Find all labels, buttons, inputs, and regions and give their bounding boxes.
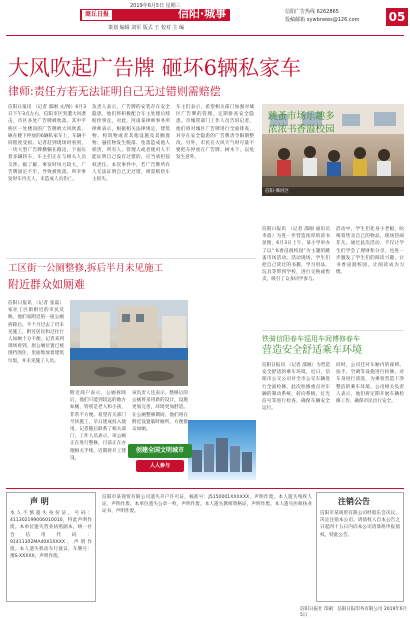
bus-story-col1: 信阳日报讯 （记者 邵刚）为营造安全舒适的乘车环境，近日，信阳市公交公司对全市公交车辆进行全面检修。此次检修重点对车辆的制动系统、转向系统、灯光信号等进行检查，确保车辆安全运行。 — [262, 363, 330, 412]
bus-headline-line2: 营造安全舒适乘车环境 — [262, 345, 362, 356]
toilet-headline-line1: 工区街一公厕整修,拆后半月未见施工 — [8, 263, 164, 274]
main-story-col3: 车主们表示，希望相关部门加强对城区广告牌的管理，定期排查安全隐患。市城管部门工作人员告诉记者，他们将对城区广告牌进行全面排查，对存在安全隐患的广告牌责令限期整改。另外，市民在大风天气时尽量不要把车停放在广告牌、树木下，以免发生意外。 — [176, 105, 254, 161]
mid-rule-right — [262, 330, 404, 331]
statement-title: 声 明 — [30, 497, 49, 506]
page-footer: 信阳日报社 印刷：信阳日报印务有限公司 2019年6月5日 — [300, 607, 408, 618]
cancellation-text: 信阳市某商贸有限公司经股东会决议，决定注销本公司。请债权人自本公告之日起四十五日内向本公司清算组申报债权。特此公告。 — [320, 511, 400, 538]
statement-text: 本人不慎遗失身份证，号码：411302199006010010，特此声明作废。本单位遗失营业执照副本，统一社会信用代码：91411302MA40X1XXXX，声明作废。本人遗失机动车行驶证，车牌号：豫S·XXXXX，声明作废。 — [10, 511, 92, 560]
toilet-site-photo-art — [70, 300, 188, 386]
bus-story-col2: 同时，公司还对车厢内的座椅、扶手、空调等设施进行检修，对车身进行清洗，为乘客营造干净整洁的乘车环境。公司相关负责人表示，他们将定期开展车辆检修工作，确保市民出行安全。 — [336, 363, 404, 405]
header-logo: 商丘日报 — [82, 10, 112, 20]
notices-text: 信阳市某商贸有限公司遗失开户许可证，核准号：J5150001XXXXXX，声明作废。本人遗失残疾人证，声明作废。本单位遗失公章一枚，声明作废。本人遗失教师资格证，声明作废。本人遗失医师执业证书，声明作废。 — [102, 495, 312, 515]
toilet-story-col3: 该负责人还表示，整修后的公厕将采用新的设计，设施更加完善，环境更加舒适。在公厕整修期间，他们将在附近设置临时厕所，方便群众如厕。 — [132, 391, 188, 433]
toilet-story-col2: 附近商户表示，公厕拆除后，他们只能到较远的地方如厕，特别是老人和小孩，非常不方便。希望有关部门尽快施工，早日建成投入使用。记者随后联系了相关部门，工作人员表示，该公厕正在进行整修，目前正在办理相关手续，近期将开工建设。 — [70, 391, 126, 461]
header-date: 2019年6月5日 星期三 — [130, 3, 181, 9]
toilet-story-col1: 信阳日报讯 （记者 张磊）家住工区街附近的市民反映，他们家附近的一座公厕拆除后，半个月过去了仍未见施工，附近居民和过往行人如厕十分不便。记者来到现场看到，原公厕位置已被围挡围住，里面堆放着建筑垃圾，并未见施工人员。 — [8, 301, 64, 364]
school-market-col2: 活动中，学生们化身小老板，吆喝着售卖自己的物品，现场热闹非凡。通过此次活动，不仅让学生们学会了理财和分享，也进一步激发了学生们的阅读兴趣，让书香浸润校园，让阅读成为习惯。 — [336, 227, 404, 276]
main-headline: 大风吹起广告牌 砸坏6辆私家车 — [8, 56, 302, 80]
header-info-line1: 信阳广告热线 6262865 — [285, 9, 339, 15]
section-title: 信阳·城事 — [178, 7, 227, 20]
school-market-headline-line1: 跳蚤市场乐趣多 — [268, 111, 335, 122]
ad-banner-label-line2: 人人参与 — [136, 460, 184, 472]
masthead — [0, 0, 410, 34]
main-story-col1: 信阳日报讯 （记者 邵刚 文/图）6月3日下午3点左右，信阳市区突遭大风袭击，市区多处广告牌被吹落。其中平桥区一处楼顶的广告牌被大风吹落，砸在楼下停放的6辆私家车上，车辆不同程度受损。记者赶到现场时看到，一块大型广告牌横躺在路边，下面压着多辆轿车，车主们正在与相关人员交涉。据了解，事发时风力较大，广告牌固定不牢，导致被吹落。所幸事发时车内无人，未造成人员伤亡。 — [8, 105, 86, 183]
toilet-headline-line2: 附近群众如厕难 — [8, 278, 85, 291]
header-info-line2: 投稿邮箱 xywbnews@126.com — [285, 17, 360, 23]
school-market-photo-caption: 信阳·浉河区 — [262, 187, 404, 196]
bus-headline-line1: 铁骑信阳春车巡用车间博修春车 — [262, 335, 360, 343]
header-nav: 策划 编辑 刘军 版式 王 校对 主 编 — [108, 25, 185, 31]
mid-rule-left — [6, 258, 256, 259]
civilization-ad-art — [188, 420, 256, 480]
school-market-col1: 信阳日报讯 （记者 邵刚 通讯员 李晨）为进一步营造浓厚的读书氛围，6月3日上午，某小学举办了以“书香浸润校园”为主题的跳蚤市场活动。活动现场，学生们把自己读过的书籍、学习用品、玩具等带到学校，进行交换或售卖，吸引了众多同学参与。 — [262, 227, 330, 283]
school-market-headline-line2: 浓浓书香溢校园 — [268, 124, 335, 135]
page-number: 05 — [386, 8, 408, 26]
header-info — [285, 8, 360, 24]
cancellation-title: 注销公告 — [338, 497, 370, 506]
header-rule — [6, 35, 404, 36]
main-story-col2: 负责人表示，广告牌的安装存在安全隐患，他们将积极配合车主处理后续赔偿事宜。对此，河南某律师事务所律师表示，根据相关法律规定，建筑物、构筑物或者其他设施及其搁置物、悬挂物发生脱落、坠落造成他人损害，所有人、管理人或者使用人不能证明自己没有过错的，应当承担侵权责任。本次事件中，若广告牌所有人无法证明自己无过错，则需赔偿车主损失。 — [92, 105, 170, 183]
ad-banner-label-line1: 创建全国文明城市 — [128, 444, 192, 458]
bottom-rule — [6, 488, 404, 489]
main-subhead: 律师:责任方若无法证明自己无过错则需赔偿 — [8, 85, 221, 98]
civilization-ad-banner — [188, 420, 256, 480]
school-market-headline — [268, 110, 335, 136]
toilet-site-photo — [70, 300, 188, 386]
